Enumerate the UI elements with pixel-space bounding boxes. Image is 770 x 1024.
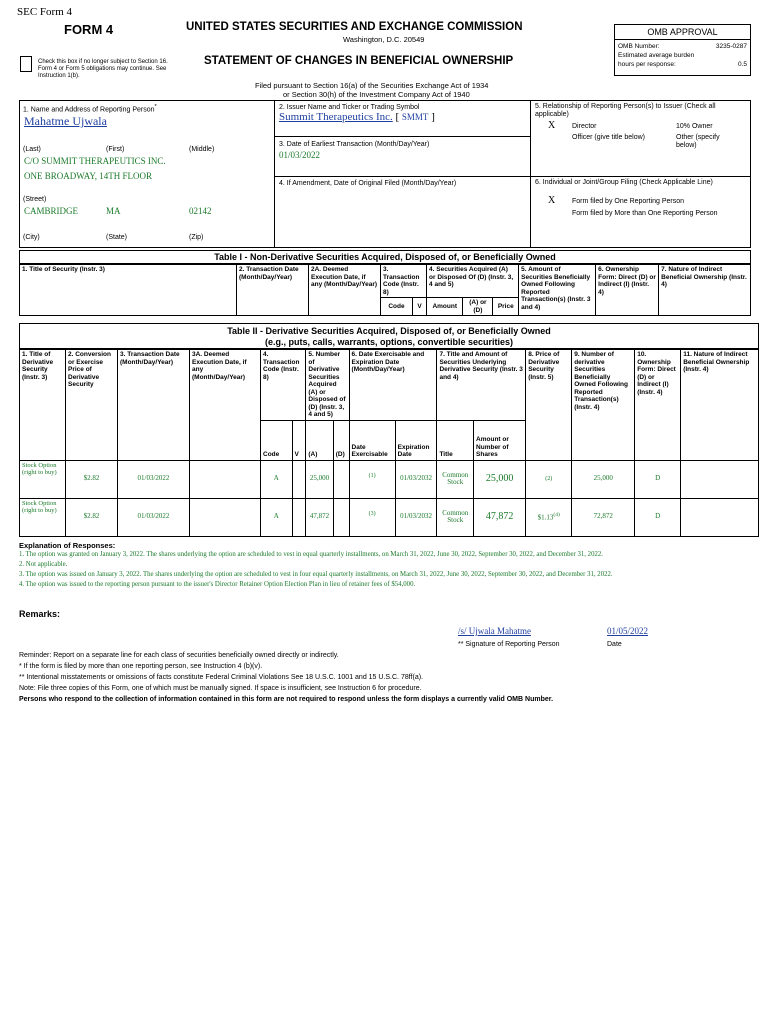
t2-a: (A): [306, 420, 333, 460]
issuer-line: Summit Therapeutics Inc. [ SMMT ]: [279, 111, 435, 123]
row-2-price: $2.82: [66, 498, 118, 536]
explanation-heading: Explanation of Responses:: [19, 541, 116, 550]
explanation-list: [19, 551, 754, 589]
address-line-2: ONE BROADWAY, 14TH FLOOR: [24, 171, 153, 181]
row-2-exercisable[interactable]: (3): [349, 498, 395, 536]
section16-text: Check this box if no longer subject to Section 16. Form 4 or Form 5 obligations may continue. See Instruction 1(b).: [38, 59, 168, 79]
t2-col-date: 3. Transaction Date (Month/Day/Year): [118, 350, 190, 461]
date-label: Date: [607, 641, 622, 648]
box-3-label: 3. Date of Earliest Transaction (Month/Day/Year): [279, 141, 430, 148]
omb-hours-label: hours per response:: [618, 61, 676, 68]
other-label: Other (specify below): [676, 134, 720, 149]
footer-asterisk: * If the form is filed by more than one reporting person, see Instruction 4 (b)(v).: [19, 663, 263, 670]
middle-label: (Middle): [189, 146, 215, 153]
city-value: CAMBRIDGE: [24, 206, 79, 216]
row-1-d: [333, 460, 349, 498]
state-label: (State): [106, 234, 128, 241]
t1-aord: (A) or (D): [463, 298, 493, 316]
statement-title: STATEMENT OF CHANGES IN BENEFICIAL OWNERSHIP: [204, 55, 514, 67]
zip-value: 02142: [189, 206, 212, 216]
row-1-d-price[interactable]: (2): [526, 460, 572, 498]
row-1-u-amount: 25,000: [474, 460, 526, 498]
footer-reminder: Reminder: Report on a separate line for each class of securities beneficially owned directly or indirectly.: [19, 652, 339, 659]
row-1-security: Stock Option (right to buy): [20, 460, 66, 498]
t1-col-nature: 7. Nature of Indirect Beneficial Ownership (Instr. 4): [659, 265, 751, 316]
box-1-label: 1. Name and Address of Reporting Person*: [23, 104, 157, 114]
street-label: (Street): [23, 196, 47, 203]
footnote-1: 1. The option was granted on January 3, 2022. The shares underlying the option are scheduled to vest in equal quarterly installments, on March 31, 2022, June 30, 2022, September 30, 2022, and December 31, 2022.: [19, 551, 603, 558]
remarks-heading: Remarks:: [19, 609, 61, 619]
t2-col-underlying: 7. Title and Amount of Securities Underlying Derivative Security (Instr. 3 and 4): [437, 350, 526, 421]
signature-label: ** Signature of Reporting Person: [458, 641, 560, 648]
t1-col-code: 3. Transaction Code (Instr. 8): [381, 265, 427, 298]
city-label: (City): [23, 234, 40, 241]
director-mark[interactable]: X: [548, 120, 556, 131]
row-1-date: 01/03/2022: [118, 460, 190, 498]
footnote-4: 4. The option was issued to the reporting person pursuant to the issuer's Director Retainer Option Election Plan in lieu of retainer fees of $54,000.: [19, 581, 416, 588]
section16-checkbox[interactable]: [20, 56, 32, 72]
director-label: Director: [572, 123, 597, 130]
address-line-1: C/O SUMMIT THERAPEUTICS INC.: [24, 156, 166, 166]
row-1-exercisable[interactable]: (1): [349, 460, 395, 498]
issuer-name[interactable]: Summit Therapeutics Inc.: [279, 111, 393, 123]
signature-date: 01/05/2022: [607, 626, 649, 636]
t2-d: (D): [333, 420, 349, 460]
t1-amount: Amount: [427, 298, 463, 316]
row-2-owned: 72,872: [572, 498, 635, 536]
t1-price: Price: [493, 298, 519, 316]
t1-col-title: 1. Title of Security (Instr. 3): [20, 265, 237, 316]
t2-col-deemed: 3A. Deemed Execution Date, if any (Month/Day/Year): [190, 350, 261, 461]
row-1-price: $2.82: [66, 460, 118, 498]
row-2-security: Stock Option (right to buy): [20, 498, 66, 536]
one-person-label: Form filed by One Reporting Person: [572, 198, 685, 205]
more-person-label: Form filed by More than One Reporting Person: [572, 210, 718, 217]
box-4-label: 4. If Amendment, Date of Original Filed (Month/Day/Year): [279, 180, 457, 187]
ten-pct-owner-label: 10% Owner: [676, 123, 713, 130]
form-4-label: FORM 4: [64, 22, 114, 37]
footer-note: Note: File three copies of this Form, one of which must be manually signed. If space is insufficient, see Instruction 6 for procedure.: [19, 685, 422, 692]
sec-form-label: SEC Form 4: [17, 6, 73, 18]
first-label: (First): [106, 146, 125, 153]
t2-col-number: 5. Number of Derivative Securities Acquired (A) or Disposed of (D) (Instr. 3, 4 and 5): [306, 350, 349, 421]
ticker-symbol[interactable]: SMMT: [401, 112, 429, 122]
t2-v: V: [292, 420, 306, 460]
row-1-nature: [681, 460, 759, 498]
row-1-a: 25,000: [306, 460, 333, 498]
t1-v: V: [412, 298, 426, 316]
box-2-label: 2. Issuer Name and Ticker or Trading Symbol: [279, 104, 420, 111]
t2-col-price: 8. Price of Derivative Security (Instr. 5): [526, 350, 572, 461]
t1-code: Code: [381, 298, 413, 316]
t1-col-ownership: 6. Ownership Form: Direct (D) or Indirect (I) (Instr. 4): [596, 265, 659, 316]
footnote-2: 2. Not applicable.: [19, 561, 68, 568]
footer-omb-notice: Persons who respond to the collection of information contained in this form are not required to respond unless the form displays a currently valid OMB Number.: [19, 696, 554, 703]
row-2-d-price[interactable]: $1.13$^{(4)}$: [526, 498, 572, 536]
row-1-deemed: [190, 460, 261, 498]
agency-title: UNITED STATES SECURITIES AND EXCHANGE COMMISSION: [186, 21, 523, 33]
table-2-title-line-1: Table II - Derivative Securities Acquired, Disposed of, or Beneficially Owned: [227, 326, 551, 336]
row-2-u-amount: 47,872: [474, 498, 526, 536]
zip-label: (Zip): [189, 234, 204, 241]
t1-col-deemed: 2A. Deemed Execution Date, if any (Month/Day/Year): [309, 265, 381, 316]
table-2-title: [19, 323, 759, 349]
table-row: [20, 460, 759, 498]
row-1-v: [292, 460, 306, 498]
state-value: MA: [106, 206, 121, 216]
t2-col-conversion: 2. Conversion or Exercise Price of Derivative Security: [66, 350, 118, 461]
t2-date-exercisable: Date Exercisable: [349, 420, 395, 460]
t1-col-securities: 4. Securities Acquired (A) or Disposed Of (D) (Instr. 3, 4 and 5): [427, 265, 519, 298]
box-5-label: 5. Relationship of Reporting Person(s) to Issuer (Check all applicable): [535, 103, 716, 118]
box-6-label: 6. Individual or Joint/Group Filing (Check Applicable Line): [535, 179, 713, 186]
filed-line-1: Filed pursuant to Section 16(a) of the Securities Exchange Act of 1934: [255, 81, 489, 90]
t2-col-nature: 11. Nature of Indirect Beneficial Ownership (Instr. 4): [681, 350, 759, 461]
t2-col-owned: 9. Number of derivative Securities Beneficially Owned Following Reported Transaction(s) (Instr. 4): [572, 350, 635, 461]
table-2: [19, 349, 759, 537]
row-2-nature: [681, 498, 759, 536]
table-2-title-line-2: (e.g., puts, calls, warrants, options, convertible securities): [264, 337, 514, 347]
t2-col-exercisable: 6. Date Exercisable and Expiration Date (Month/Day/Year): [349, 350, 437, 421]
row-1-owned: 25,000: [572, 460, 635, 498]
t1-col-date: 2. Transaction Date (Month/Day/Year): [237, 265, 309, 316]
footnote-3: 3. The option was issued on January 3, 2022. The shares underlying the option are scheduled to vest in four equal quarterly installments, on March 31, 2022, June 30, 2022, September 30, 2022, and December 31, 2022.: [19, 571, 613, 578]
t2-expiration: Expiration Date: [395, 420, 437, 460]
row-1-u-title: Common Stock: [437, 460, 474, 498]
signature-name: /s/ Ujwala Mahatme: [458, 626, 531, 636]
filed-line-2: or Section 30(h) of the Investment Company Act of 1940: [283, 90, 470, 99]
row-2-expiration: 01/03/2032: [395, 498, 437, 536]
footer-misstatements: ** Intentional misstatements or omissions of facts constitute Federal Criminal Violations See 18 U.S.C. 1001 and 15 U.S.C. 78ff(a).: [19, 674, 423, 681]
t2-col-title: 1. Title of Derivative Security (Instr. 3): [20, 350, 66, 461]
omb-number-label: OMB Number:: [618, 43, 660, 50]
row-2-d: [333, 498, 349, 536]
row-1-form: D: [635, 460, 681, 498]
table-1: [19, 264, 751, 316]
row-2-v: [292, 498, 306, 536]
row-1-code: A: [261, 460, 293, 498]
agency-city: Washington, D.C. 20549: [343, 35, 425, 44]
table-1-title: Table I - Non-Derivative Securities Acquired, Disposed of, or Beneficially Owned: [19, 250, 751, 264]
t2-code: Code: [261, 420, 293, 460]
omb-hours-value: 0.5: [737, 61, 747, 68]
t2-col-form: 10. Ownership Form: Direct (D) or Indirect (I) (Instr. 4): [635, 350, 681, 461]
row-2-date: 01/03/2022: [118, 498, 190, 536]
omb-title: OMB APPROVAL: [615, 25, 750, 40]
t2-title: Title: [437, 420, 474, 460]
one-person-mark[interactable]: X: [548, 195, 556, 206]
omb-number-value: 3235-0287: [715, 43, 747, 50]
row-2-form: D: [635, 498, 681, 536]
table-row: [20, 498, 759, 536]
row-2-a: 47,872: [306, 498, 333, 536]
omb-burden-label: Estimated average burden: [618, 52, 695, 59]
row-2-code: A: [261, 498, 293, 536]
earliest-date: 01/03/2022: [279, 150, 321, 160]
row-1-expiration: 01/03/2032: [395, 460, 437, 498]
officer-label: Officer (give title below): [572, 134, 646, 141]
t2-col-code: 4. Transaction Code (Instr. 8): [261, 350, 306, 421]
t2-amount-shares: Amount or Number of Shares: [474, 420, 526, 460]
footer-notes: [19, 650, 754, 705]
row-2-u-title: Common Stock: [437, 498, 474, 536]
last-label: (Last): [23, 146, 41, 153]
row-2-deemed: [190, 498, 261, 536]
omb-approval-box: [614, 24, 751, 76]
t1-col-amount: 5. Amount of Securities Beneficially Owned Following Reported Transaction(s) (Instr. 3 and 4): [519, 265, 596, 316]
reporter-name[interactable]: Mahatme Ujwala: [24, 114, 107, 128]
